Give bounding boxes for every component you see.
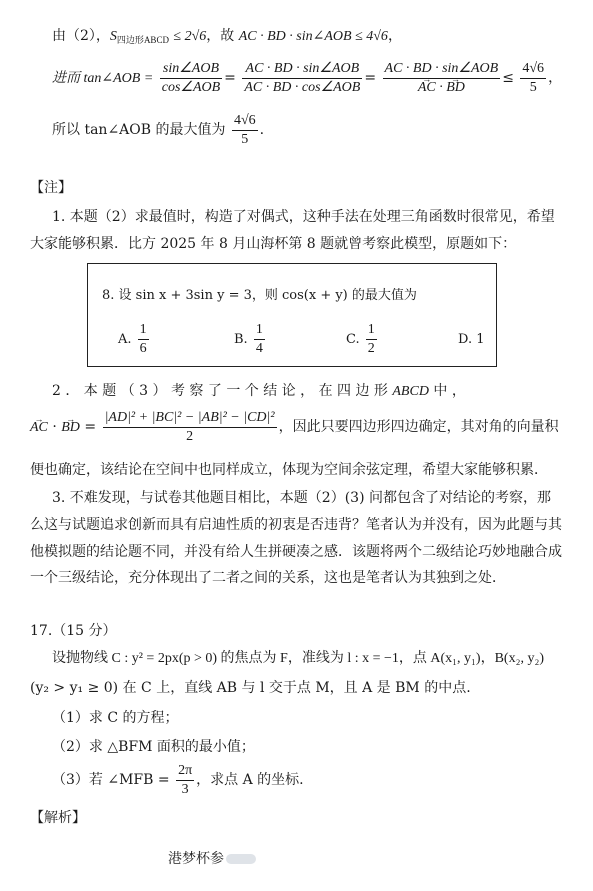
q17-part-1: （1）求 C 的方程； <box>52 710 179 726</box>
fraction-bound: $\frac{4√6}{5}$ <box>522 60 545 95</box>
q17-part-3: （3）若 ∠MFB = $\frac{2\pi}{3}$ ，求点 A 的坐标. <box>52 762 304 797</box>
q17-heading: 17.（15 分） <box>30 623 117 639</box>
option-b: B. $\frac{1}{4}$ <box>234 322 263 356</box>
fraction-product: $\frac{\text{AC · BD · sin∠AOB}}{\text{AC · BD · cos∠AOB}}$ <box>244 60 361 95</box>
note1-line-b: 大家能够积累．比方 2025 年 8 月山海杯第 8 题就曾考察此模型，原题如下： <box>30 236 517 252</box>
fraction-vector: AC · BD · sin∠AOB → AC · → BD <box>383 60 501 97</box>
watermark: 港梦杯参 <box>168 848 256 868</box>
note2-line-c: 便也确定，该结论在空间中也同样成立，体现为空间余弦定理，希望大家能够积累． <box>30 462 548 478</box>
option-d: D. 1 <box>458 332 485 347</box>
note1-line-a: 1. 本题（2）求最值时，构造了对偶式，这种手法在处理三角函数时很常见，希望 <box>52 209 555 225</box>
q17-stem-b: (y₂ > y₁ ≥ 0) 在 C 上，直线 AB 与 l 交于点 M，且 A 是 BM 的中点. <box>30 680 471 696</box>
fraction-max: $\frac{4√6}{5}$ <box>233 112 256 147</box>
original-problem-box <box>87 263 497 367</box>
option-c: C. $\frac{1}{2}$ <box>346 322 375 356</box>
note3-line-d: 一个三级结论，充分体现出了二者之间的关系，这也是笔者认为其独到之处． <box>30 570 506 586</box>
note3-line-b: 么这与试题追求创新而具有启迪性质的初衷是否违背？笔者认为并没有，因为此题与其 <box>30 517 562 533</box>
note3-line-a: 3. 不难发现，与试卷其他题目相比，本题（2）(3) 问都包含了对结论的考察，那 <box>52 490 551 506</box>
derivation-line-3: 所以 tan∠AOB 的最大值为 $\frac{4√6}{5}$ . <box>52 112 265 147</box>
note-heading: 【注】 <box>30 180 72 196</box>
note2-line-b: → AC · → BD = $\frac{\text{|AD|² + |BC|² − |AB|² − |CD|²}}{2}$ ，因此只要四边形四边确定，其对角的向量积 <box>30 407 559 448</box>
option-a: A. $\frac{1}{6}$ <box>118 322 147 356</box>
note2-line-a: 2 ． 本 题 （ 3 ） 考 察 了 一 个 结 论 ， 在 四 边 形 ABCD 中 ， <box>52 383 466 399</box>
derivation-line-1: 由（2），$S_{四边形ABCD} \le 2√6$，故 AC · BD · sin∠AOB ≤ 4√6， <box>52 28 402 46</box>
note3-line-c: 他模拟题的结论题不同，并没有给人生拼硬凑之感．该题将两个二级结论巧妙地融合成 <box>30 544 562 560</box>
q17-part-2: （2）求 △BFM 面积的最小值； <box>52 739 255 755</box>
box-question: 8. 设 sin x + 3sin y = 3，则 cos(x + y) 的最大值为 <box>102 288 417 303</box>
derivation-line-2: 进而 tan∠AOB = $\frac{\text{sin∠AOB}}{\text{cos∠AOB}}$ = $\frac{\text{AC · BD · sin∠AOB}}{\text{AC · BD · cos∠AOB}}$ = AC · BD · sin∠AOB → AC · → BD ≤ $\frac{4√6}{5}$ ， <box>52 58 562 99</box>
analysis-heading: 【解析】 <box>30 810 86 826</box>
watermark-blur <box>226 854 256 864</box>
fraction-sin-cos: $\frac{\text{sin∠AOB}}{\text{cos∠AOB}}$ <box>161 60 221 95</box>
q17-stem-a: 设抛物线 C : y² = 2px(p > 0) 的焦点为 F，准线为 l : x = −1，点 A(x₁, y₁)，B(x₂, y₂) <box>52 651 545 666</box>
